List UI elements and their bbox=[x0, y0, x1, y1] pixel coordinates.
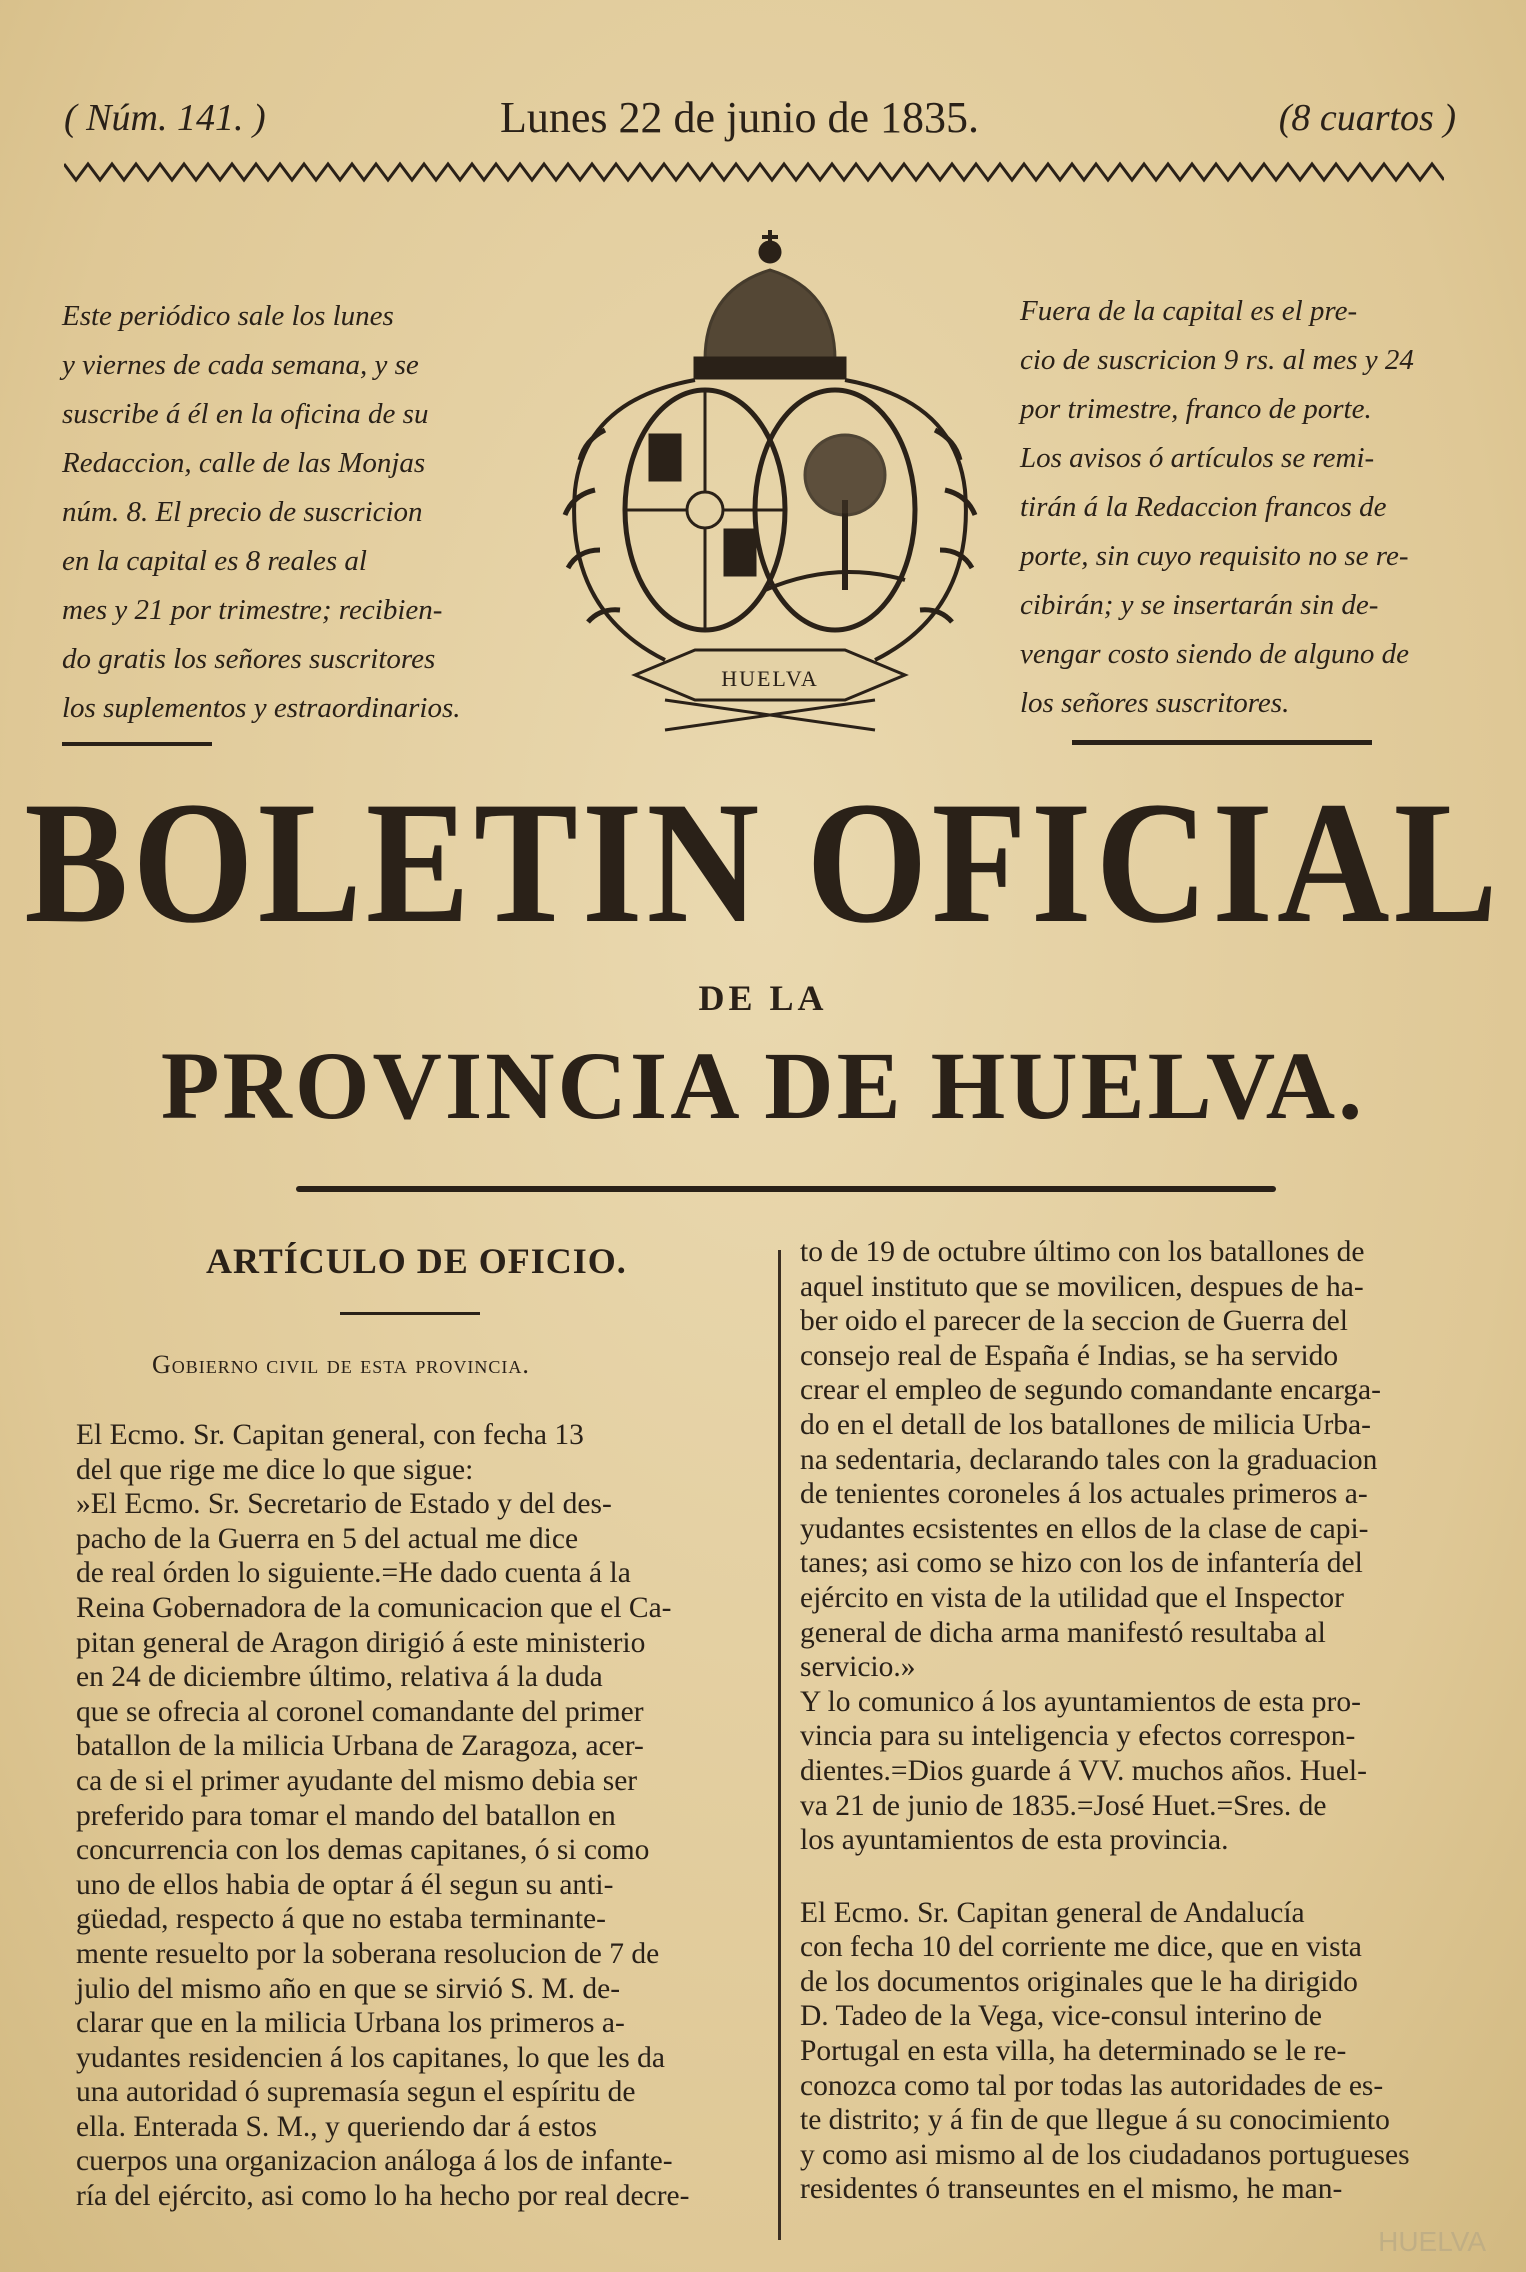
article-line: pitan general de Aragon dirigió á este ministerio bbox=[76, 1626, 646, 1659]
article-line: general de dicha arma manifestó resultaba al bbox=[800, 1616, 1326, 1649]
issue-number: ( Núm. 141. ) bbox=[64, 97, 266, 139]
article-line: residentes ó transeuntes en el mismo, he man- bbox=[800, 2173, 1343, 2206]
article-line: yudantes residencien á los capitanes, lo que les da bbox=[76, 2041, 665, 2074]
subscription-line: suscribe á él en la oficina de su bbox=[62, 398, 429, 430]
issue-price: (8 cuartos ) bbox=[1278, 97, 1456, 139]
coat-of-arms-ribbon: HUELVA bbox=[721, 666, 819, 691]
watermark-text: HUELVA bbox=[1378, 2226, 1486, 2257]
article-line: to de 19 de octubre último con los batallones de bbox=[800, 1236, 1365, 1268]
article-line: vincia para su inteligencia y efectos correspon- bbox=[800, 1720, 1356, 1753]
subscription-line: Redaccion, calle de las Monjas bbox=[62, 447, 426, 479]
article-line: dientes.=Dios guarde á VV. muchos años. Huel- bbox=[800, 1754, 1367, 1787]
subscription-line: Este periódico sale los lunes bbox=[62, 300, 394, 332]
article-line: yudantes ecsistentes en ellos de la clase de capi- bbox=[800, 1512, 1369, 1545]
article-line: cuerpos una organizacion análoga á los de infante- bbox=[76, 2145, 673, 2178]
left-divider bbox=[62, 742, 212, 746]
article-line: na sedentaria, declarando tales con la graduacion bbox=[800, 1443, 1378, 1476]
article-line: D. Tadeo de la Vega, vice-consul interino de bbox=[800, 2000, 1322, 2033]
article-line: te distrito; y á fin de que llegue á su conocimiento bbox=[800, 2104, 1390, 2137]
article-line: güedad, respecto á que no estaba terminante- bbox=[76, 1903, 606, 1936]
article-line: de tenientes coroneles á los actuales primeros a- bbox=[800, 1478, 1368, 1511]
article-heading-rule bbox=[340, 1312, 480, 1315]
subscription-line: mes y 21 por trimestre; recibien- bbox=[62, 594, 443, 626]
article-line: consejo real de España é Indias, se ha servido bbox=[800, 1339, 1339, 1372]
zigzag-border bbox=[64, 160, 1444, 184]
article-line: aquel instituto que se movilicen, despues de ha- bbox=[800, 1270, 1364, 1303]
article-line: de real órden lo siguiente.=He dado cuenta á la bbox=[76, 1557, 631, 1590]
article-line: con fecha 10 del corriente me dice, que en vista bbox=[800, 1931, 1362, 1964]
article-column-right bbox=[800, 1235, 1456, 2207]
subscription-line: porte, sin cuyo requisito no se re- bbox=[1020, 540, 1409, 572]
masthead-rule bbox=[296, 1186, 1276, 1192]
article-line: que se ofrecia al coronel comandante del primer bbox=[76, 1695, 644, 1728]
article-line: va 21 de junio de 1835.=José Huet.=Sres. de bbox=[800, 1789, 1327, 1822]
article-line: do en el detall de los batallones de milicia Urba- bbox=[800, 1408, 1371, 1441]
issue-date: Lunes 22 de junio de 1835. bbox=[500, 93, 980, 142]
article-line: pacho de la Guerra en 5 del actual me dice bbox=[76, 1522, 579, 1555]
subscription-line: cio de suscricion 9 rs. al mes y 24 bbox=[1020, 344, 1414, 376]
right-divider bbox=[1072, 740, 1372, 745]
article-line: »El Ecmo. Sr. Secretario de Estado y del des- bbox=[76, 1488, 612, 1521]
article-heading: ARTÍCULO DE OFICIO. bbox=[206, 1241, 627, 1281]
subscription-line: cibirán; y se insertarán sin de- bbox=[1020, 589, 1379, 621]
subscription-line: en la capital es 8 reales al bbox=[62, 545, 367, 577]
subscription-line: do gratis los señores suscritores bbox=[62, 643, 436, 675]
article-line: ella. Enterada S. M., y queriendo dar á estos bbox=[76, 2110, 598, 2143]
subscription-line: núm. 8. El precio de suscricion bbox=[62, 496, 423, 528]
article-line: ría del ejército, asi como lo ha hecho por real decre- bbox=[76, 2180, 690, 2213]
title-de-la: DE LA bbox=[698, 978, 828, 1018]
subscription-line: y viernes de cada semana, y se bbox=[62, 349, 419, 381]
coat-of-arms-icon bbox=[545, 230, 995, 750]
article-line: del que rige me dice lo que sigue: bbox=[76, 1453, 474, 1486]
article-line: tanes; asi como se hizo con los de infantería del bbox=[800, 1547, 1363, 1580]
subscription-line: Los avisos ó artículos se remi- bbox=[1020, 442, 1375, 474]
subscription-info-right bbox=[1020, 287, 1456, 728]
article-line: los ayuntamientos de esta provincia. bbox=[800, 1824, 1229, 1857]
article-line: ber oido el parecer de la seccion de Guerra del bbox=[800, 1305, 1348, 1338]
subscription-info-left bbox=[62, 292, 482, 733]
subscription-line: los suplementos y estraordinarios. bbox=[62, 692, 461, 724]
article-line: crear el empleo de segundo comandante encarga- bbox=[800, 1374, 1381, 1407]
article-line: Portugal en esta villa, ha determinado se le re- bbox=[800, 2035, 1347, 2068]
article-line: mente resuelto por la soberana resolucion de 7 de bbox=[76, 1937, 660, 1970]
article-line: conozca como tal por todas las autoridades de es- bbox=[800, 2069, 1384, 2102]
article-line: uno de ellos habia de optar á él segun su anti- bbox=[76, 1868, 614, 1901]
subscription-line: vengar costo siendo de alguno de bbox=[1020, 638, 1410, 670]
subscription-line: los señores suscritores. bbox=[1020, 687, 1290, 719]
article-line: ejército en vista de la utilidad que el Inspector bbox=[800, 1581, 1344, 1614]
article-line: Y lo comunico á los ayuntamientos de esta pro- bbox=[800, 1685, 1361, 1718]
article-line: Reina Gobernadora de la comunicacion que el Ca- bbox=[76, 1591, 672, 1624]
article-line: julio del mismo año en que se sirvió S. M. de- bbox=[76, 1972, 621, 2005]
article-line: batallon de la milicia Urbana de Zaragoza, acer- bbox=[76, 1730, 644, 1763]
article-subheading: Gobierno civil de esta provincia. bbox=[152, 1350, 530, 1379]
article-line: El Ecmo. Sr. Capitan general, con fecha 13 bbox=[76, 1419, 584, 1451]
paragraph-gap bbox=[800, 1858, 1456, 1896]
article-column-left bbox=[76, 1418, 740, 2214]
article-line: preferido para tomar el mando del batallon en bbox=[76, 1799, 616, 1832]
article-line: El Ecmo. Sr. Capitan general de Andalucía bbox=[800, 1896, 1305, 1929]
article-line: en 24 de diciembre último, relativa á la duda bbox=[76, 1661, 603, 1694]
newspaper-title: BOLETIN OFICIAL bbox=[24, 765, 1502, 960]
article-line: concurrencia con los demas capitanes, ó si como bbox=[76, 1834, 650, 1867]
article-line: servicio.» bbox=[800, 1651, 916, 1684]
article-line: ca de si el primer ayudante del mismo debia ser bbox=[76, 1764, 638, 1797]
article-line: y como asi mismo al de los ciudadanos portugueses bbox=[800, 2138, 1410, 2171]
article-line: de los documentos originales que le ha dirigido bbox=[800, 1965, 1358, 1998]
subscription-line: Fuera de la capital es el pre- bbox=[1020, 295, 1358, 327]
province-title: PROVINCIA DE HUELVA. bbox=[160, 1032, 1366, 1139]
article-line: una autoridad ó supremasía segun el espíritu de bbox=[76, 2076, 636, 2109]
subscription-line: tirán á la Redaccion francos de bbox=[1020, 491, 1387, 523]
column-divider bbox=[778, 1250, 781, 2240]
subscription-line: por trimestre, franco de porte. bbox=[1020, 393, 1372, 425]
article-line: clarar que en la milicia Urbana los primeros a- bbox=[76, 2007, 625, 2040]
